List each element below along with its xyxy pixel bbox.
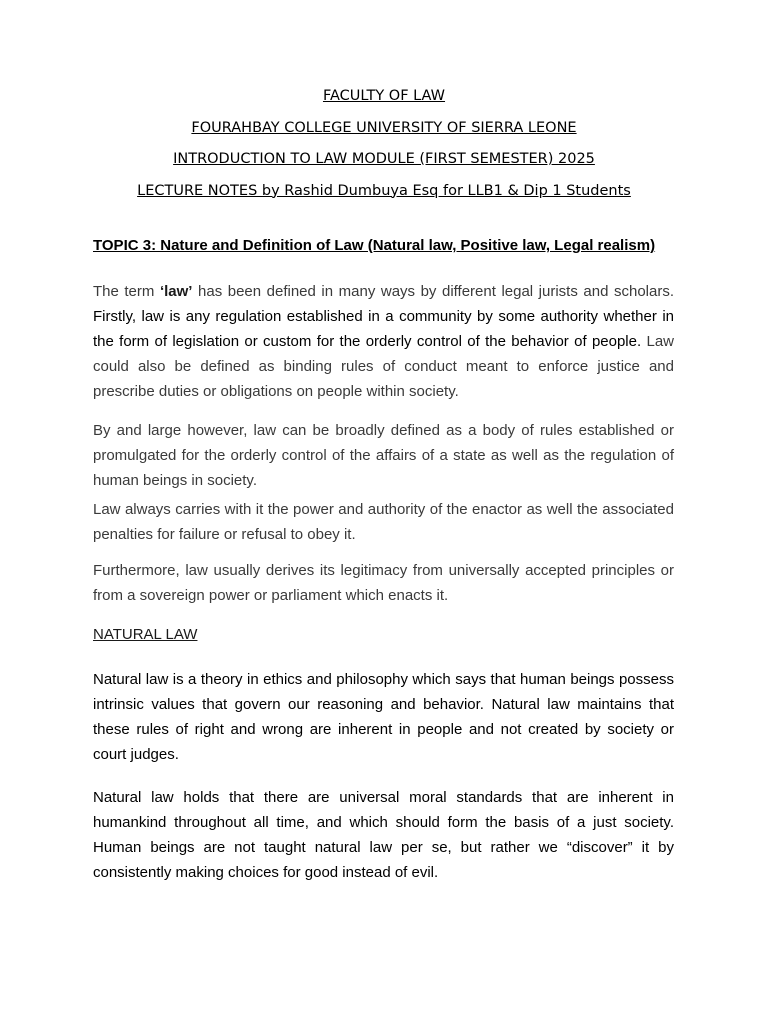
faculty-title: FACULTY OF LAW — [322, 88, 446, 104]
college-title: FOURAHBAY COLLEGE UNIVERSITY OF SIERRA LEONE — [191, 119, 577, 136]
paragraph-authority — [93, 497, 674, 547]
paragraph-legitimacy-text: Furthermore, law usually derives its legitimacy from universally accepted principles or from a sovereign power or parliament which enacts it. — [93, 562, 674, 604]
intro-before: The term — [93, 283, 160, 300]
module-title: INTRODUCTION TO LAW MODULE (FIRST SEMESTER) 2025 — [173, 151, 595, 167]
paragraph-natural-law-standards — [93, 785, 674, 885]
lecture-notes-title: LECTURE NOTES by Rashid Dumbuya Esq for LLB1 & Dip 1 Students — [137, 182, 631, 199]
paragraph-natural-law-theory — [93, 667, 674, 767]
firstly-sentence: Firstly, law is any regulation established in a community by some authority whether in the form of legislation or custom for the orderly control of the behavior of people. — [93, 308, 674, 350]
term-law: ‘law’ — [159, 283, 193, 300]
paragraph-broad-definition-text: By and large however, law can be broadly defined as a body of rules established or promulgated for the orderly control of the affairs of a state as well as the regulation of human beings in society. — [93, 422, 674, 489]
natural-law-heading: NATURAL LAW — [93, 626, 198, 643]
paragraph-natural-law-standards-text: Natural law holds that there are universal moral standards that are inherent in humankind throughout all time, and which should form the basis of a just society. Human beings are not taught natural law per se, but rather we “discover” it by consistently making choices for good instead of evil. — [93, 789, 674, 881]
paragraph-legitimacy — [93, 558, 674, 608]
paragraph-broad-definition — [93, 418, 674, 493]
law-binding-rules: Law could also be defined as binding rules of conduct meant to enforce justice and prescribe duties or obligations on people within society. — [93, 333, 674, 400]
paragraph-authority-text: Law always carries with it the power and authority of the enactor as well the associated penalties for failure or refusal to obey it. — [93, 501, 674, 543]
paragraph-definition — [93, 279, 674, 404]
paragraph-natural-law-theory-text: Natural law is a theory in ethics and philosophy which says that human beings possess intrinsic values that govern our reasoning and behavior. Natural law maintains that these rules of right and wrong are inherent in people and not created by society or court judges. — [93, 671, 674, 763]
topic-heading: TOPIC 3: Nature and Definition of Law (Natural law, Positive law, Legal realism) — [93, 237, 656, 254]
document-header — [93, 86, 675, 201]
intro-after: has been defined in many ways by different legal jurists and scholars. — [192, 283, 674, 300]
